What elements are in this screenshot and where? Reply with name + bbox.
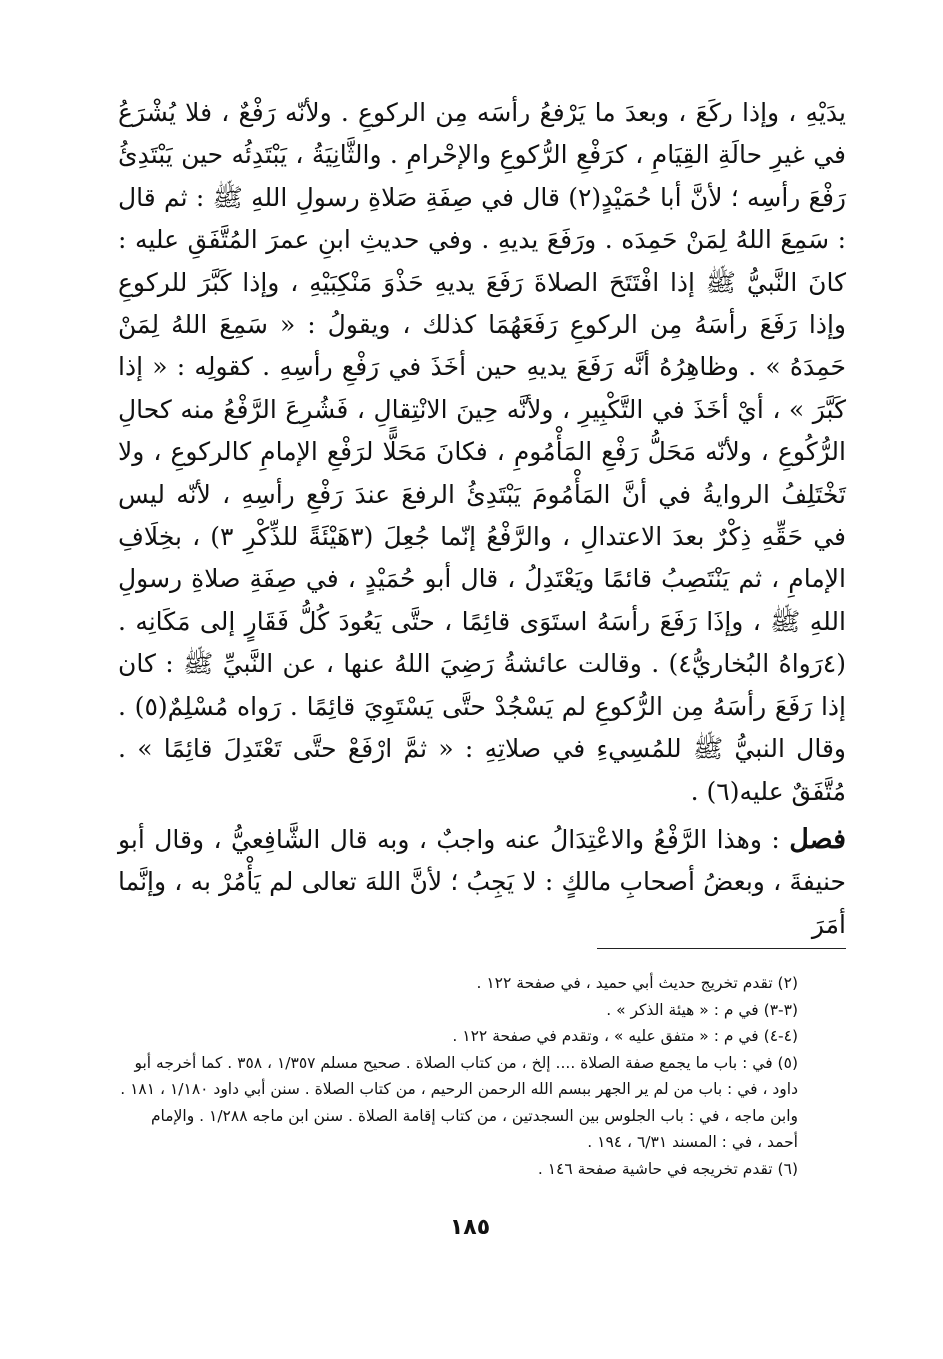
section-paragraph [118,819,846,946]
footnote-divider [597,948,846,949]
section-text: : وهذا الرَّفْعُ والاعْتِدَالُ عنه واجبٌ ، وبه قال الشَّافِعيُّ ، وقال أبو حنيفةَ ، وبعضُ أصحابِ مالكٍ : لا يَجِبُ ؛ لأنَّ اللهَ تعالى لم يَأْمُرْ به ، وإنَّما أمَرَ [118,824,846,939]
section-heading: فصل [789,823,846,855]
main-text [118,92,846,946]
footnote: (٢) تقدم تخريج حديث أبي حميد ، في صفحة ١٢٢ . [476,974,798,992]
footnote: (٦) تقدم تخريجه في حاشية صفحة ١٤٦ . [537,1159,798,1178]
footnote: (٥) في : باب ما يجمع صفة الصلاة .... إلخ ، من كتاب الصلاة . صحيح مسلم ١/٣٥٧ ، ٣٥٨ . كما أخرجه أبو داود ، في : باب من لم ير الجهر ببسم الله الرحمن الرحيم ، من كتاب الصلاة . سنن أبي داود ١/١٨٠ ، ١٨١ . وابن ماجه ، في : باب الجلوس بين السجدتين ، من كتاب إقامة الصلاة . سنن ابن ماجه ١/٢٨٨ . والإمام أحمد ، في : المسند ٦/٣١ ، ١٩٤ . [120,1053,798,1151]
page-number: ١٨٥ [449,1215,491,1240]
body-paragraph: يدَيْهِ ، وإذا ركَعَ ، وبعدَ ما يَرْفعُ رأسَه مِن الركوعِ . ولأنّه رَفْعٌ ، فلا يُشْرَعُ في غيرِ حالَةِ القِيَامِ ، كرَفْعِ الرُّكوعِ والإحْرامِ . والثَّانِيَةُ ، يَبْتَدِئُه حين يَبْتَدِئُ رَفْعَ رأسِه ؛ لأنَّ أبا حُمَيْدٍ(٢) قال في صِفَةِ صَلاةِ رسولِ اللهِ ﷺ : ثم قال : سَمِعَ اللهُ لِمَنْ حَمِدَه . ورَفَعَ يديهِ . وفي حديثِ ابنِ عمرَ المُتَّفَقِ عليه : كانَ النَّبيُّ ﷺ إذا افْتَتَحَ الصلاةَ رَفَعَ يديهِ حَذْوَ مَنْكِبَيْهِ ، وإذا كَبَّرَ للركوعِ وإذا رَفَعَ رأسَهُ مِن الركوعِ رَفَعَهُمَا كذلك ، ويقولُ : « سَمِعَ اللهُ لِمَنْ حَمِدَهُ » . وظاهِرُهُ أنَّه رَفَعَ يديهِ حين أخَذَ في رَفْعِ رأسِهِ . كقولِه : « إذا كَبَّرَ » ، أيْ أخَذَ في التَّكْبِيرِ ، ولأنَّه حِينَ الانْتِقالِ ، فَشُرِعَ الرَّفْعُ منه كحالِ الرُّكُوعِ ، ولأنّه مَحَلُّ رَفْعِ المَأْمُومِ ، فكانَ مَحَلًّا لرَفْعِ الإمامِ كالركوعِ ، ولا تَخْتَلِفُ الروايةُ في أنَّ المَأْمُومَ يَبْتَدِئُ الرفعَ عندَ رَفْعِ رأسِهِ ، لأنّه ليس في حَقِّهِ ذِكْرٌ بعدَ الاعتدالِ ، والرَّفْعُ إنّما جُعِلَ (٣هَيْئَةً للذِّكْرِ ٣) ، بخِلَافِ الإمامِ ، ثم يَنْتَصِبُ قائمًا ويَعْتَدِلُ ، قال أبو حُمَيْدٍ ، في صِفَةِ صلاةِ رسولِ اللهِ ﷺ ، وإذَا رَفَعَ رأسَهُ استَوَى قائِمًا ، حتَّى يَعُودَ كُلُّ فَقَارٍ إلى مَكَانِه . (٤رَواهُ البُخاريُّ٤) . وقالت عائشةُ رَضِيَ اللهُ عنها ، عن النَّبيِّ ﷺ : كان إذا رَفَعَ رأسَهُ مِن الرُّكوعِ لم يَسْجُدْ حتَّى يَسْتَوِيَ قائِمًا . رَواه مُسْلِمٌ(٥) . وقال النبيُّ ﷺ للمُسِيءِ في صلاتِهِ : « ثمَّ ارْفَعْ حتَّى تَعْتَدِلَ قائِمًا » . مُتَّفَقٌ عليه(٦) . [118,98,846,806]
footnote: (٣-٣) في م : « هيئة الذكر » . [606,1000,798,1019]
footnote: (٤-٤) في م : « متفق عليه » ، وتقدم في صفحة ١٢٢ . [452,1027,798,1045]
footnotes [118,970,798,1182]
